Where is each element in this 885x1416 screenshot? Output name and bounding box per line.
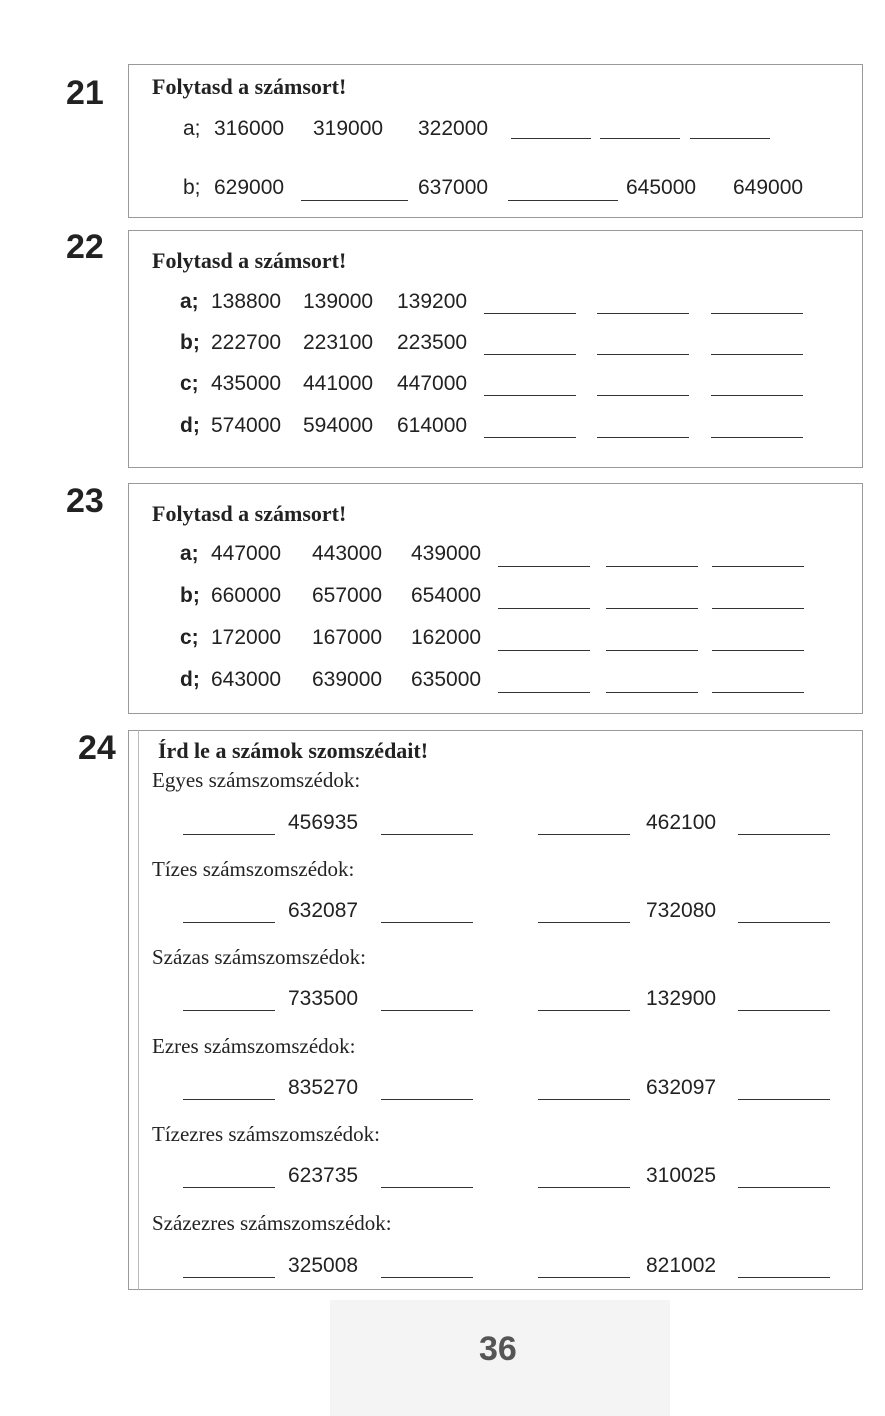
neighbor-number: 821002: [646, 1254, 717, 1277]
ex21-row-a-label: a;: [183, 117, 201, 140]
answer-blank[interactable]: [738, 922, 830, 923]
answer-blank[interactable]: [538, 1277, 630, 1278]
answer-blank[interactable]: [511, 138, 591, 139]
answer-blank[interactable]: [738, 834, 830, 835]
answer-blank[interactable]: [738, 1277, 830, 1278]
exercise-number-24: 24: [78, 729, 116, 767]
ex21-row-b-label: b;: [183, 176, 201, 199]
neighbor-group-heading: Tízezres számszomszédok:: [152, 1122, 380, 1146]
answer-blank[interactable]: [606, 608, 698, 609]
answer-blank[interactable]: [538, 834, 630, 835]
answer-blank[interactable]: [381, 834, 473, 835]
page-number: 36: [479, 1330, 517, 1368]
ex21-row-b-value: 645000: [626, 176, 697, 199]
ex23-row-value: 447000: [211, 542, 282, 565]
answer-blank[interactable]: [484, 313, 576, 314]
ex22-row-value: 223100: [303, 331, 374, 354]
exercise-24-title: Írd le a számok szomszédait!: [158, 738, 429, 763]
answer-blank[interactable]: [711, 437, 803, 438]
neighbor-number: 456935: [288, 811, 359, 834]
answer-blank[interactable]: [484, 395, 576, 396]
ex22-row-value: 574000: [211, 414, 282, 437]
neighbor-number: 835270: [288, 1076, 359, 1099]
answer-blank[interactable]: [738, 1010, 830, 1011]
neighbor-number: 310025: [646, 1164, 717, 1187]
ex22-row-value: 138800: [211, 290, 282, 313]
answer-blank[interactable]: [498, 566, 590, 567]
neighbor-number: 462100: [646, 811, 717, 834]
ex22-row-label: d;: [180, 414, 200, 437]
exercise-23-title: Folytasd a számsort!: [152, 501, 347, 526]
answer-blank[interactable]: [381, 1187, 473, 1188]
answer-blank[interactable]: [606, 650, 698, 651]
answer-blank[interactable]: [381, 1277, 473, 1278]
ex23-row-label: b;: [180, 584, 200, 607]
ex23-row-label: a;: [180, 542, 199, 565]
ex21-row-a-value: 319000: [313, 117, 384, 140]
ex22-row-value: 614000: [397, 414, 468, 437]
neighbor-number: 623735: [288, 1164, 359, 1187]
ex22-row-value: 441000: [303, 372, 374, 395]
answer-blank[interactable]: [538, 1187, 630, 1188]
ex21-row-b-value: 629000: [214, 176, 285, 199]
ex22-row-value: 222700: [211, 331, 282, 354]
answer-blank[interactable]: [690, 138, 770, 139]
exercise-24-divider: [138, 730, 139, 1290]
answer-blank[interactable]: [597, 395, 689, 396]
neighbor-group-heading: Százas számszomszédok:: [152, 945, 367, 969]
ex22-row-value: 139000: [303, 290, 374, 313]
neighbor-group-heading: Tízes számszomszédok:: [152, 857, 355, 881]
ex21-row-a-value: 316000: [214, 117, 285, 140]
answer-blank[interactable]: [712, 692, 804, 693]
ex22-row-value: 447000: [397, 372, 468, 395]
answer-blank[interactable]: [600, 138, 680, 139]
ex22-row-label: c;: [180, 372, 199, 395]
neighbor-number: 733500: [288, 987, 359, 1010]
answer-blank[interactable]: [597, 313, 689, 314]
neighbor-number: 325008: [288, 1254, 359, 1277]
answer-blank[interactable]: [484, 437, 576, 438]
answer-blank[interactable]: [711, 354, 803, 355]
answer-blank[interactable]: [381, 922, 473, 923]
answer-blank[interactable]: [183, 1277, 275, 1278]
exercise-number-22: 22: [66, 228, 104, 266]
answer-blank[interactable]: [606, 692, 698, 693]
answer-blank[interactable]: [738, 1099, 830, 1100]
ex22-row-label: b;: [180, 331, 200, 354]
answer-blank[interactable]: [712, 650, 804, 651]
exercise-number-21: 21: [66, 74, 104, 112]
answer-blank[interactable]: [597, 437, 689, 438]
answer-blank[interactable]: [597, 354, 689, 355]
answer-blank[interactable]: [538, 1099, 630, 1100]
ex21-row-a-value: 322000: [418, 117, 489, 140]
ex21-row-b-value: 649000: [733, 176, 804, 199]
ex23-row-value: 439000: [411, 542, 482, 565]
ex23-row-value: 654000: [411, 584, 482, 607]
ex23-row-value: 657000: [312, 584, 383, 607]
answer-blank[interactable]: [183, 922, 275, 923]
answer-blank[interactable]: [498, 692, 590, 693]
answer-blank[interactable]: [183, 1010, 275, 1011]
neighbor-group-heading: Ezres számszomszédok:: [152, 1034, 356, 1058]
ex22-row-label: a;: [180, 290, 199, 313]
answer-blank[interactable]: [484, 354, 576, 355]
answer-blank[interactable]: [508, 200, 618, 201]
ex22-row-value: 223500: [397, 331, 468, 354]
neighbor-number: 132900: [646, 987, 717, 1010]
answer-blank[interactable]: [712, 566, 804, 567]
neighbor-number: 632087: [288, 899, 359, 922]
ex22-row-value: 139200: [397, 290, 468, 313]
answer-blank[interactable]: [538, 1010, 630, 1011]
answer-blank[interactable]: [538, 922, 630, 923]
answer-blank[interactable]: [498, 608, 590, 609]
neighbor-group-heading: Egyes számszomszédok:: [152, 768, 361, 792]
answer-blank[interactable]: [711, 313, 803, 314]
ex23-row-value: 172000: [211, 626, 282, 649]
exercise-22-title: Folytasd a számsort!: [152, 248, 347, 273]
answer-blank[interactable]: [381, 1099, 473, 1100]
exercise-21-title: Folytasd a számsort!: [152, 74, 347, 99]
ex22-row-value: 435000: [211, 372, 282, 395]
answer-blank[interactable]: [498, 650, 590, 651]
ex23-row-value: 162000: [411, 626, 482, 649]
ex23-row-label: d;: [180, 668, 200, 691]
ex22-row-value: 594000: [303, 414, 374, 437]
answer-blank[interactable]: [738, 1187, 830, 1188]
neighbor-number: 632097: [646, 1076, 717, 1099]
answer-blank[interactable]: [606, 566, 698, 567]
neighbor-number: 732080: [646, 899, 717, 922]
answer-blank[interactable]: [712, 608, 804, 609]
ex23-row-value: 643000: [211, 668, 282, 691]
ex23-row-value: 635000: [411, 668, 482, 691]
ex23-row-value: 167000: [312, 626, 383, 649]
ex23-row-label: c;: [180, 626, 199, 649]
answer-blank[interactable]: [711, 395, 803, 396]
exercise-number-23: 23: [66, 482, 104, 520]
ex21-row-b-value: 637000: [418, 176, 489, 199]
answer-blank[interactable]: [183, 1099, 275, 1100]
answer-blank[interactable]: [381, 1010, 473, 1011]
ex23-row-value: 639000: [312, 668, 383, 691]
answer-blank[interactable]: [183, 834, 275, 835]
neighbor-group-heading: Százezres számszomszédok:: [152, 1211, 392, 1235]
ex23-row-value: 660000: [211, 584, 282, 607]
answer-blank[interactable]: [183, 1187, 275, 1188]
answer-blank[interactable]: [301, 200, 408, 201]
ex23-row-value: 443000: [312, 542, 383, 565]
